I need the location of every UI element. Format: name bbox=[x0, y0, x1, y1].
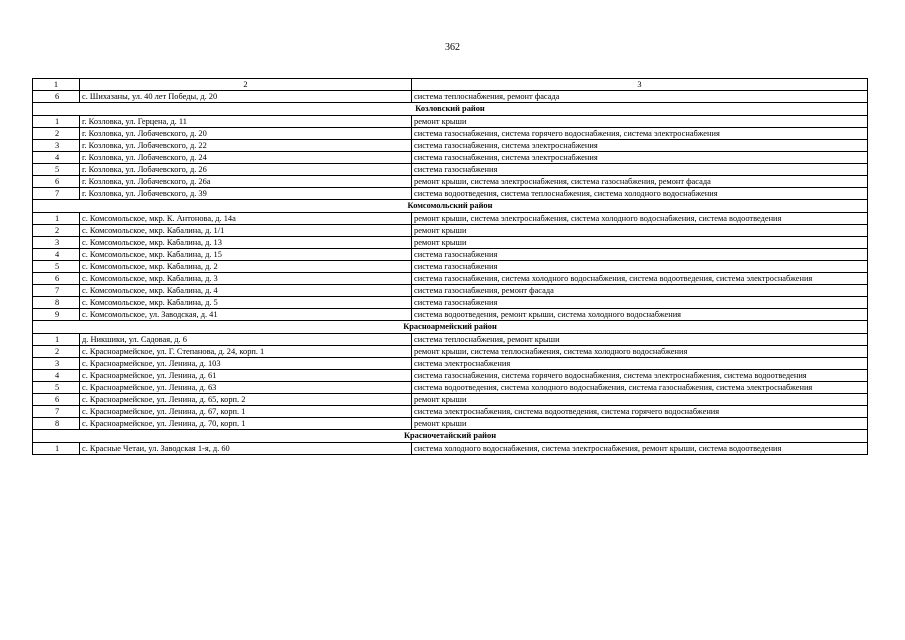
table-row bbox=[33, 285, 868, 297]
row-address: с. Комсомольское, мкр. Кабалина, д. 5 bbox=[80, 297, 412, 309]
row-works: система газоснабжения bbox=[412, 164, 868, 176]
table-row bbox=[33, 297, 868, 309]
row-works: ремонт крыши bbox=[412, 394, 868, 406]
row-number: 1 bbox=[33, 213, 80, 225]
row-works: система электроснабжения bbox=[412, 358, 868, 370]
table-row bbox=[33, 370, 868, 382]
section-row bbox=[33, 321, 868, 334]
table-row bbox=[33, 406, 868, 418]
row-address: г. Козловка, ул. Лобачевского, д. 24 bbox=[80, 152, 412, 164]
row-works: система газоснабжения bbox=[412, 297, 868, 309]
row-works: ремонт крыши bbox=[412, 116, 868, 128]
row-number: 6 bbox=[33, 273, 80, 285]
row-works: система теплоснабжения, ремонт крыши bbox=[412, 334, 868, 346]
row-number: 2 bbox=[33, 225, 80, 237]
row-address: с. Красноармейское, ул. Ленина, д. 65, корп. 2 bbox=[80, 394, 412, 406]
table-row bbox=[33, 346, 868, 358]
table-row bbox=[33, 91, 868, 103]
section-title: Комсомольский район bbox=[33, 200, 868, 213]
row-number: 4 bbox=[33, 249, 80, 261]
row-works: система газоснабжения, система горячего водоснабжения, система электроснабжения, система водоотведения bbox=[412, 370, 868, 382]
row-address: с. Красноармейское, ул. Ленина, д. 63 bbox=[80, 382, 412, 394]
row-works: система водоотведения, система холодного водоснабжения, система газоснабжения, система электроснабжения bbox=[412, 382, 868, 394]
table-row bbox=[33, 443, 868, 455]
section-title: Красночетайский район bbox=[33, 430, 868, 443]
row-number: 2 bbox=[33, 346, 80, 358]
row-works: система холодного водоснабжения, система электроснабжения, ремонт крыши, система водоотведения bbox=[412, 443, 868, 455]
row-address: с. Красноармейское, ул. Ленина, д. 61 bbox=[80, 370, 412, 382]
row-works: система электроснабжения, система водоотведения, система горячего водоснабжения bbox=[412, 406, 868, 418]
section-row bbox=[33, 103, 868, 116]
row-address: с. Комсомольское, ул. Заводская, д. 41 bbox=[80, 309, 412, 321]
header-col-1: 1 bbox=[33, 79, 80, 91]
row-address: г. Козловка, ул. Лобачевского, д. 20 bbox=[80, 128, 412, 140]
section-row bbox=[33, 430, 868, 443]
row-works: ремонт крыши bbox=[412, 418, 868, 430]
row-address: с. Красноармейское, ул. Г. Степанова, д. 24, корп. 1 bbox=[80, 346, 412, 358]
table-row bbox=[33, 249, 868, 261]
row-address: с. Комсомольское, мкр. Кабалина, д. 3 bbox=[80, 273, 412, 285]
row-address: г. Козловка, ул. Лобачевского, д. 39 bbox=[80, 188, 412, 200]
row-works: система газоснабжения, система холодного водоснабжения, система водоотведения, система электроснабжения bbox=[412, 273, 868, 285]
row-number: 5 bbox=[33, 382, 80, 394]
table-row bbox=[33, 334, 868, 346]
section-row bbox=[33, 200, 868, 213]
row-works: система водоотведения, ремонт крыши, система холодного водоснабжения bbox=[412, 309, 868, 321]
row-address: с. Комсомольское, мкр. Кабалина, д. 2 bbox=[80, 261, 412, 273]
row-address: с. Комсомольское, мкр. Кабалина, д. 13 bbox=[80, 237, 412, 249]
row-address: с. Красноармейское, ул. Ленина, д. 70, корп. 1 bbox=[80, 418, 412, 430]
row-works: система газоснабжения, система электроснабжения bbox=[412, 140, 868, 152]
row-address: с. Красноармейское, ул. Ленина, д. 67, корп. 1 bbox=[80, 406, 412, 418]
row-works: система теплоснабжения, ремонт фасада bbox=[412, 91, 868, 103]
row-number: 3 bbox=[33, 140, 80, 152]
header-col-2: 2 bbox=[80, 79, 412, 91]
row-number: 6 bbox=[33, 394, 80, 406]
row-number: 2 bbox=[33, 128, 80, 140]
row-address: г. Козловка, ул. Герцена, д. 11 bbox=[80, 116, 412, 128]
row-number: 6 bbox=[33, 176, 80, 188]
table-row bbox=[33, 237, 868, 249]
row-address: г. Козловка, ул. Лобачевского, д. 26а bbox=[80, 176, 412, 188]
row-number: 7 bbox=[33, 188, 80, 200]
row-address: с. Красноармейское, ул. Ленина, д. 103 bbox=[80, 358, 412, 370]
row-number: 9 bbox=[33, 309, 80, 321]
section-title: Красноармейский район bbox=[33, 321, 868, 334]
table-row bbox=[33, 358, 868, 370]
row-works: ремонт крыши bbox=[412, 237, 868, 249]
table-row bbox=[33, 382, 868, 394]
row-number: 1 bbox=[33, 443, 80, 455]
table-row bbox=[33, 418, 868, 430]
row-address: с. Красные Четаи, ул. Заводская 1-я, д. 60 bbox=[80, 443, 412, 455]
table-row bbox=[33, 164, 868, 176]
table-row bbox=[33, 140, 868, 152]
row-works: система газоснабжения, система горячего водоснабжения, система электроснабжения bbox=[412, 128, 868, 140]
row-works: система газоснабжения, ремонт фасада bbox=[412, 285, 868, 297]
row-number: 7 bbox=[33, 285, 80, 297]
row-works: система газоснабжения, система электроснабжения bbox=[412, 152, 868, 164]
row-number: 5 bbox=[33, 261, 80, 273]
table-row bbox=[33, 152, 868, 164]
row-address: г. Козловка, ул. Лобачевского, д. 26 bbox=[80, 164, 412, 176]
table-body bbox=[33, 79, 868, 455]
row-works: система газоснабжения bbox=[412, 249, 868, 261]
row-number: 8 bbox=[33, 297, 80, 309]
table-row bbox=[33, 273, 868, 285]
row-works: ремонт крыши, система электроснабжения, система холодного водоснабжения, система водоотведения bbox=[412, 213, 868, 225]
row-number: 3 bbox=[33, 237, 80, 249]
row-number: 4 bbox=[33, 152, 80, 164]
row-works: ремонт крыши, система электроснабжения, система газоснабжения, ремонт фасада bbox=[412, 176, 868, 188]
row-number: 7 bbox=[33, 406, 80, 418]
row-number: 8 bbox=[33, 418, 80, 430]
row-works: ремонт крыши bbox=[412, 225, 868, 237]
row-number: 6 bbox=[33, 91, 80, 103]
row-address: г. Козловка, ул. Лобачевского, д. 22 bbox=[80, 140, 412, 152]
header-col-3: 3 bbox=[412, 79, 868, 91]
table-row bbox=[33, 176, 868, 188]
table-header-row bbox=[33, 79, 868, 91]
table-row bbox=[33, 116, 868, 128]
row-number: 3 bbox=[33, 358, 80, 370]
table-row bbox=[33, 309, 868, 321]
section-title: Козловский район bbox=[33, 103, 868, 116]
row-address: с. Комсомольское, мкр. К. Антонова, д. 14а bbox=[80, 213, 412, 225]
row-works: система газоснабжения bbox=[412, 261, 868, 273]
row-number: 4 bbox=[33, 370, 80, 382]
row-number: 1 bbox=[33, 334, 80, 346]
row-works: система водоотведения, система теплоснабжения, система холодного водоснабжения bbox=[412, 188, 868, 200]
table-row bbox=[33, 225, 868, 237]
table-row bbox=[33, 128, 868, 140]
row-address: с. Комсомольское, мкр. Кабалина, д. 15 bbox=[80, 249, 412, 261]
row-address: с. Комсомольское, мкр. Кабалина, д. 1/1 bbox=[80, 225, 412, 237]
row-address: д. Никшики, ул. Садовая, д. 6 bbox=[80, 334, 412, 346]
row-number: 5 bbox=[33, 164, 80, 176]
table-row bbox=[33, 394, 868, 406]
table-row bbox=[33, 213, 868, 225]
row-address: с. Шихазаны, ул. 40 лет Победы, д. 20 bbox=[80, 91, 412, 103]
table-row bbox=[33, 188, 868, 200]
works-table bbox=[32, 78, 868, 455]
table-row bbox=[33, 261, 868, 273]
row-number: 1 bbox=[33, 116, 80, 128]
row-address: с. Комсомольское, мкр. Кабалина, д. 4 bbox=[80, 285, 412, 297]
page-number: 362 bbox=[445, 42, 460, 53]
row-works: ремонт крыши, система теплоснабжения, система холодного водоснабжения bbox=[412, 346, 868, 358]
